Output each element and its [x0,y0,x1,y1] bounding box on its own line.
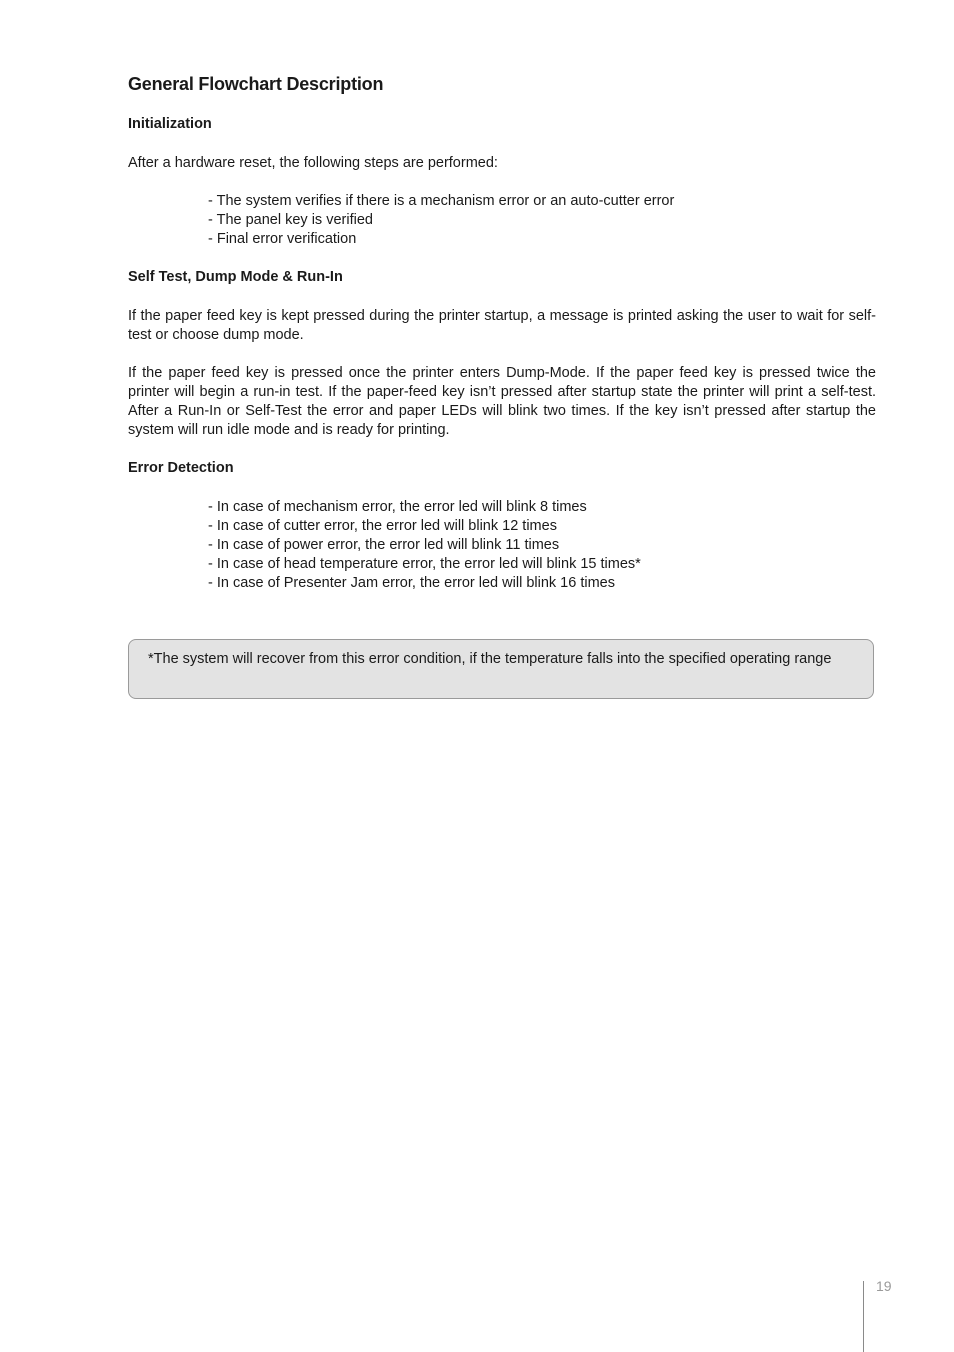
page-number-divider [863,1281,864,1352]
error-detection-list [208,498,641,593]
list-item: - In case of Presenter Jam error, the error led will blink 16 times [208,575,615,591]
list-item: - The system verifies if there is a mechanism error or an auto-cutter error [208,193,675,209]
self-test-paragraph-1: If the paper feed key is kept pressed during the printer startup, a message is printed asking the user to wait for self-test or choose dump mode. [128,308,876,343]
list-item: - In case of power error, the error led will blink 11 times [208,537,560,553]
list-item: - In case of mechanism error, the error led will blink 8 times [208,499,587,515]
footnote-box [128,639,874,699]
initialization-intro: After a hardware reset, the following steps are performed: [128,155,498,171]
section-heading-error-detection: Error Detection [128,460,234,476]
list-item: - Final error verification [208,231,357,247]
list-item: - In case of cutter error, the error led will blink 12 times [208,518,557,534]
list-item: - In case of head temperature error, the error led will blink 15 times* [208,556,641,572]
section-heading-self-test: Self Test, Dump Mode & Run-In [128,269,343,285]
section-heading-initialization: Initialization [128,116,212,132]
self-test-paragraph-2: If the paper feed key is pressed once the printer enters Dump-Mode. If the paper feed key is pressed twice the printer will begin a run-in test. If the paper-feed key isn’t pressed after startup state the printer will print a self-test. After a Run-In or Self-Test the error and paper LEDs will blink two times. If the key isn’t pressed after startup the system will run idle mode and is ready for printing. [128,365,876,438]
footnote-text: *The system will recover from this error condition, if the temperature falls into the specified operating range [148,651,832,667]
page-title: General Flowchart Description [128,74,384,94]
page-number: 19 [876,1278,892,1294]
list-item: - The panel key is verified [208,212,373,228]
initialization-steps-list [208,192,674,249]
